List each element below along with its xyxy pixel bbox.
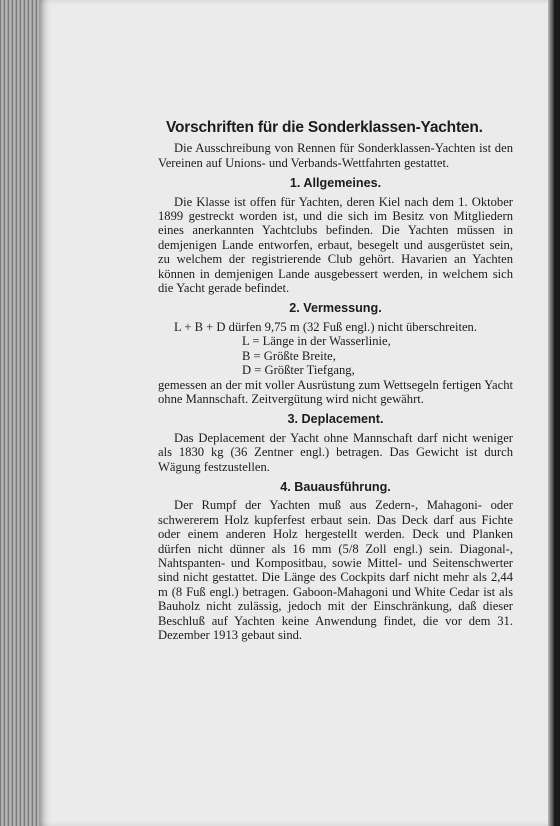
intro-paragraph: Die Ausschreibung von Rennen für Sonderklassen-Yachten ist den Vereinen auf Unions- und Verbands-Wettfahrten gestattet. (158, 141, 513, 170)
section-text-allgemeines: Die Klasse ist offen für Yachten, deren Kiel nach dem 1. Oktober 1899 gestreckt worden ist, und die sich im Besitz von Mitgliedern eines anerkannten Yachtclubs befinden. Die Yachten müssen in demjenigen Lande entworfen, erbaut, besegelt und ausgerüstet sein, zu welchem der registrierende Club gehört. Havarien an Yachten können in demjenigen Lande ausgebessert werden, in welchem sich die Yacht gerade befindet. (158, 194, 513, 296)
section-text-deplacement: Das Deplacement der Yacht ohne Mannschaft darf nicht weniger als 1830 kg (36 Zentner engl.) betragen. Das Gewicht ist durch Wägung festzustellen. (158, 430, 513, 474)
section-text-vermessung-after: gemessen an der mit voller Ausrüstung zum Wettsegeln fertigen Yacht ohne Mannschaft. Zeitvergütung wird nicht gewährt. (158, 377, 513, 406)
definition-draft: D = Größter Tiefgang, (242, 363, 355, 378)
measurement-definitions (242, 334, 513, 377)
section-heading-deplacement: 3. Deplacement. (287, 412, 384, 427)
section-heading-bauausfuehrung: 4. Bauausführung. (280, 479, 391, 494)
page-stack-edge (0, 0, 40, 826)
definition-length: L = Länge in der Wasserlinie, (242, 334, 391, 349)
section-heading-allgemeines: 1. Allgemeines. (289, 176, 382, 191)
page-content (158, 121, 513, 642)
page-right-edge (548, 0, 554, 826)
section-text-vermessung: L + B + D dürfen 9,75 m (32 Fuß engl.) nicht überschreiten. (174, 319, 477, 334)
section-heading-vermessung: 2. Vermessung. (289, 301, 382, 316)
section-text-bauausfuehrung: Der Rumpf der Yachten muß aus Zedern-, Mahagoni- oder schwererem Holz kupferfest erbaut sein. Das Deck darf aus Fichte oder einem anderen Holz hergestellt werden. Deck und Planken dürfen nicht dünner als 16 mm (5/8 Zoll engl.) sein. Diagonal-, Nahtspanten- und Kompositbau, sowie Mittel- und Seitenschwerter sind nicht gestattet. Die Länge des Cockpits darf nicht mehr als 2,44 m (8 Fuß engl.) betragen. Gaboon-Mahagoni und White Cedar ist als Bauholz nicht zulässig, jedoch mit der Einschränkung, daß dieser Beschluß auf Yachten keine Anwendung findet, die vor dem 31. Dezember 1913 gebaut sind. (158, 498, 513, 642)
page-title: Vorschriften für die Sonderklassen-Yachten. (166, 119, 483, 136)
definition-breadth: B = Größte Breite, (242, 348, 336, 363)
